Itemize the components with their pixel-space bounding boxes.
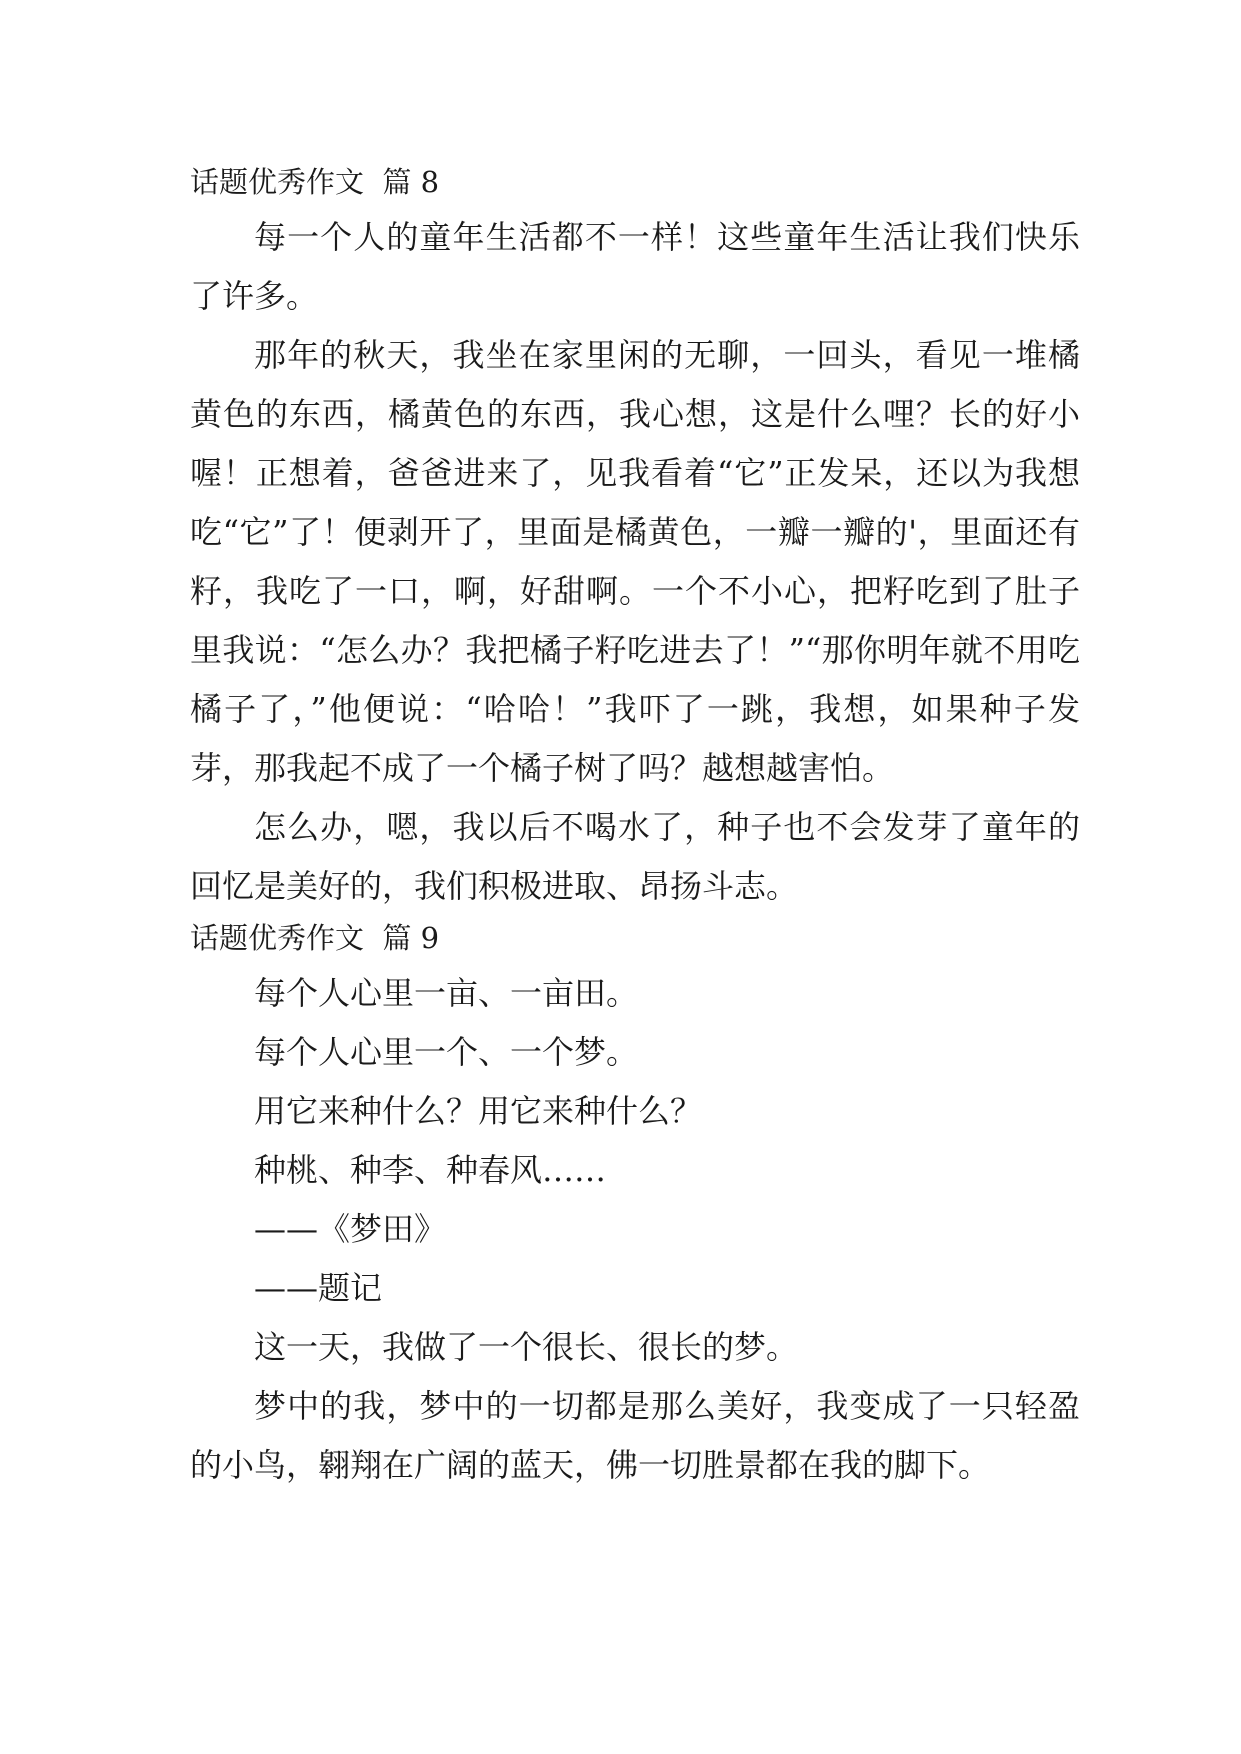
poem-line: 种桃、种李、种春风…… bbox=[254, 1151, 607, 1189]
paragraph: 这一天，我做了一个很长、很长的梦。 bbox=[254, 1328, 799, 1366]
poem-source: ——《梦田》 bbox=[254, 1210, 447, 1248]
paragraph: 每一个人的童年生活都不一样！这些童年生活让我们快乐了许多。 bbox=[190, 218, 1080, 315]
poem-line: 每个人心里一个、一个梦。 bbox=[254, 1033, 639, 1071]
poem-line: 用它来种什么？用它来种什么？ bbox=[254, 1092, 703, 1130]
section-heading: 话题优秀作文 篇 8 bbox=[190, 165, 440, 199]
epigraph-label: ——题记 bbox=[254, 1269, 383, 1307]
document-page bbox=[190, 160, 1080, 1495]
paragraph: 怎么办，嗯，我以后不喝水了，种子也不会发芽了童年的回忆是美好的，我们积极进取、昂扬斗志。 bbox=[190, 808, 1080, 905]
paragraph: 梦中的我，梦中的一切都是那么美好，我变成了一只轻盈的小鸟，翱翔在广阔的蓝天，佛一切胜景都在我的脚下。 bbox=[190, 1387, 1080, 1484]
paragraph: 那年的秋天，我坐在家里闲的无聊，一回头，看见一堆橘黄色的东西，橘黄色的东西，我心想，这是什么哩？长的好小喔！正想着，爸爸进来了，见我看着“它”正发呆，还以为我想吃“它”了！便剥开了，里面是橘黄色，一瓣一瓣的'，里面还有籽，我吃了一口，啊，好甜啊。一个不小心，把籽吃到了肚子里我说：“怎么办？我把橘子籽吃进去了！”“那你明年就不用吃橘子了，”他便说：“哈哈！”我吓了一跳，我想，如果种子发芽，那我起不成了一个橘子树了吗？越想越害怕。 bbox=[190, 336, 1080, 787]
section-heading: 话题优秀作文 篇 9 bbox=[190, 921, 440, 955]
poem-line: 每个人心里一亩、一亩田。 bbox=[254, 974, 639, 1012]
